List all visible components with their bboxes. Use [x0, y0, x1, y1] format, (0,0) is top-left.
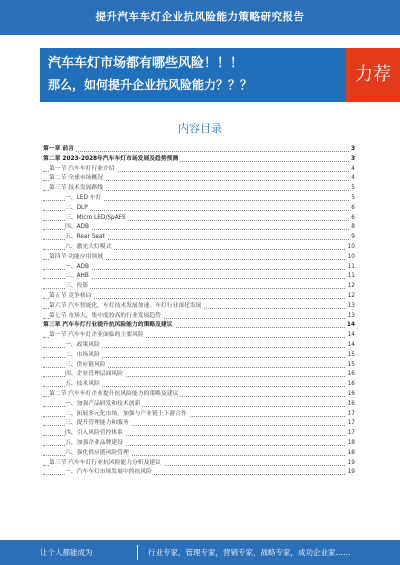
toc-entry-page: 4	[349, 174, 355, 184]
toc-entry-label: 第五节 竞争格局	[49, 292, 93, 302]
toc-entry-page: 15	[346, 351, 355, 361]
toc-entry-label: 五、加强企业品牌建设	[65, 439, 125, 449]
toc-entry[interactable]	[43, 214, 355, 224]
toc-entry-label: 二、DLP	[65, 204, 90, 214]
toc-entry-page: 14	[345, 321, 355, 331]
toc-entry[interactable]	[43, 439, 355, 449]
toc-entry-page: 11	[346, 272, 355, 282]
toc-entry-label: 一、加强产品研发和技术创新	[65, 400, 142, 410]
toc-entry-page: 12	[346, 292, 355, 302]
toc-entry-page: 13	[346, 312, 355, 322]
footer-bar	[0, 540, 400, 565]
toc-entry[interactable]	[43, 223, 355, 233]
toc-entry-page: 8	[349, 223, 355, 233]
toc-entry[interactable]	[43, 312, 355, 322]
toc-entry[interactable]	[43, 253, 355, 263]
toc-entry-label: 四、企业管理层面风险	[65, 370, 125, 380]
toc-entry[interactable]	[43, 390, 355, 400]
toc-entry-label: 第七节 市场大、集中度较高的行业发展趋势	[49, 312, 163, 322]
toc-entry[interactable]	[43, 174, 355, 184]
toc-entry-page: 4	[349, 165, 355, 175]
toc-entry-label: 四、ADB	[65, 223, 91, 233]
toc-entry-page: 16	[346, 400, 355, 410]
toc-entry-page: 17	[346, 429, 355, 439]
toc-entry-page: 10	[346, 253, 355, 263]
toc-entry-page: 17	[346, 410, 355, 420]
toc-entry-label: 第四节 功能应用领域	[49, 253, 105, 263]
toc-entry-label: 第一节 汽车车灯企业面临的主要风险	[49, 331, 146, 341]
toc-entry[interactable]	[43, 243, 355, 253]
toc-entry[interactable]	[43, 351, 355, 361]
toc-entry[interactable]	[43, 410, 355, 420]
toc-entry-label: 第一节 汽车车灯行业介绍	[49, 165, 117, 175]
toc-entry-page: 14	[346, 331, 355, 341]
toc-entry-label: 第六节 汽车智能化、车灯技术发展加速、车灯行业深化发展	[49, 302, 204, 312]
toc-entry[interactable]	[43, 233, 355, 243]
toc-entry-page: 6	[349, 204, 355, 214]
toc-entry-page: 13	[346, 302, 355, 312]
toc-entry-page: 11	[346, 263, 355, 273]
toc-entry-label: 第三节 汽车车灯行业抗风险能力分析及建议	[49, 459, 163, 469]
toc-entry[interactable]	[43, 165, 355, 175]
toc-entry[interactable]	[43, 370, 355, 380]
toc-entry[interactable]	[43, 194, 355, 204]
toc-entry-page: 12	[346, 282, 355, 292]
headline-line-1: 汽车车灯市场都有哪些风险！！！	[48, 56, 244, 71]
toc-entry[interactable]	[43, 292, 355, 302]
toc-entry-page: 19	[346, 459, 355, 469]
toc-entry-page: 9	[349, 233, 355, 243]
toc-entry[interactable]	[43, 449, 355, 459]
toc-entry[interactable]	[43, 184, 355, 194]
toc-entry-label: 第二章 2023-2028年汽车车灯市场发展及趋势预测	[43, 155, 180, 165]
toc-entry[interactable]	[43, 282, 355, 292]
toc-entry-label: 六、激光大灯模式	[65, 243, 113, 253]
toc-entry-label: 三、提升管理能力和服务	[65, 419, 131, 429]
toc-entry[interactable]	[43, 341, 355, 351]
toc-entry[interactable]	[43, 272, 355, 282]
toc-entry[interactable]	[43, 361, 355, 371]
toc-entry-label: 三、Micro LED/SpAFS	[65, 214, 128, 224]
toc-entry[interactable]	[43, 400, 355, 410]
toc-entry[interactable]	[43, 204, 355, 214]
toc-entry[interactable]	[43, 468, 355, 478]
toc-entry-page: 10	[346, 243, 355, 253]
toc-entry-page: 6	[349, 214, 355, 224]
table-of-contents	[43, 145, 355, 478]
toc-entry-page: 16	[346, 390, 355, 400]
toc-entry[interactable]	[43, 429, 355, 439]
toc-entry[interactable]	[43, 331, 355, 341]
toc-entry-page: 16	[346, 380, 355, 390]
toc-entry-label: 五、Rear Seat	[65, 233, 107, 243]
toc-entry[interactable]	[43, 155, 355, 165]
toc-entry-page: 3	[349, 155, 355, 165]
toc-entry-label: 第三节 技术发展路线	[49, 184, 105, 194]
toc-title: 内容目录	[178, 122, 222, 135]
toc-entry[interactable]	[43, 302, 355, 312]
toc-entry-page: 18	[346, 439, 355, 449]
toc-entry-label: 一、政策风险	[65, 341, 102, 351]
toc-entry-label: 五、技术风险	[65, 380, 102, 390]
footer-slogan-right: 行业专家，管理专家，营销专家，战略专家，成功企业家……	[148, 548, 351, 557]
toc-entry-page: 5	[349, 194, 355, 204]
toc-entry[interactable]	[43, 145, 355, 155]
toc-entry-label: 第一章 前言	[43, 145, 76, 155]
toc-entry-page: 15	[346, 361, 355, 371]
toc-entry-page: 16	[346, 370, 355, 380]
toc-entry[interactable]	[43, 459, 355, 469]
toc-entry-label: 四、引入风险管控体系	[65, 429, 125, 439]
report-title: 提升汽车车灯企业抗风险能力策略研究报告	[95, 11, 305, 23]
footer-slogan-left: 让个人都能成为	[40, 548, 93, 557]
toc-entry-label: 三、投影	[65, 282, 90, 292]
toc-entry-label: 第三章 汽车车灯行业提升抗风险能力的策略及建议	[43, 321, 175, 331]
toc-entry-page: 14	[346, 341, 355, 351]
toc-entry-label: 第二节 全球市场概况	[49, 174, 105, 184]
toc-leader-dots	[43, 151, 355, 152]
toc-entry-label: 二、AHB	[65, 272, 91, 282]
toc-entry-label: 二、拓展多元化市场，加强与产业链上下游合作	[65, 410, 189, 420]
report-title-bar	[0, 0, 400, 35]
toc-entry[interactable]	[43, 263, 355, 273]
toc-entry-page: 5	[349, 184, 355, 194]
toc-entry[interactable]	[43, 419, 355, 429]
toc-entry-page: 18	[346, 449, 355, 459]
toc-entry-label: 一、ADB	[65, 263, 91, 273]
toc-entry-page: 3	[349, 145, 355, 155]
toc-leader-dots	[43, 210, 355, 211]
toc-entry-page: 17	[346, 419, 355, 429]
toc-entry-label: 三、供应链风险	[65, 361, 108, 371]
toc-entry-label: 二、市场风险	[65, 351, 102, 361]
toc-entry[interactable]	[43, 380, 355, 390]
headline-line-2: 那么，如何提升企业抗风险能力？？？	[48, 78, 253, 92]
toc-entry-label: 一、汽车车灯市场发展中的抗风险	[65, 468, 154, 478]
toc-entry-label: 一、LED 车灯	[65, 194, 103, 204]
footer-divider	[137, 545, 138, 560]
toc-entry-label: 第二节 汽车车灯企业提升抗风险能力的策略及建议	[49, 390, 180, 400]
toc-entry-page: 19	[346, 468, 355, 478]
toc-entry-label: 六、强化供应链风险管理	[65, 449, 131, 459]
toc-entry[interactable]	[43, 321, 355, 331]
recommend-stamp: 力荐	[346, 48, 400, 102]
